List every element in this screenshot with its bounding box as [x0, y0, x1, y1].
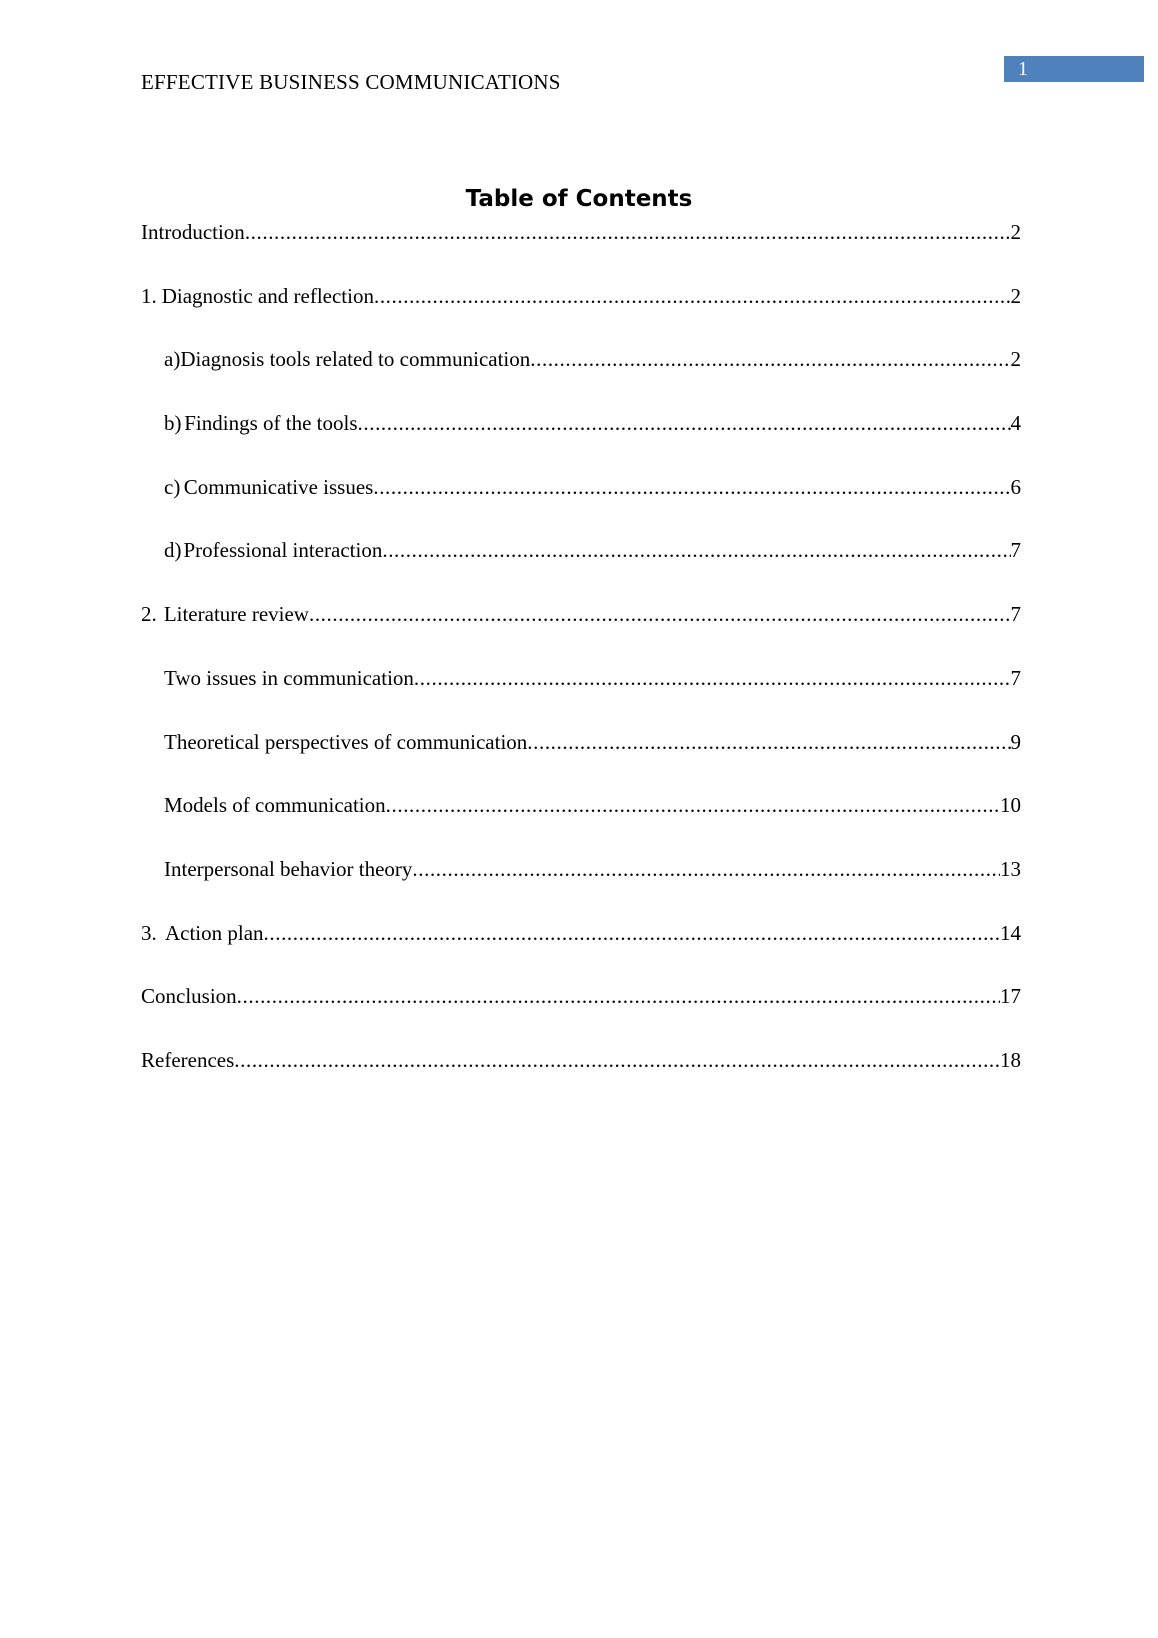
toc-entry[interactable] [141, 857, 1021, 921]
toc-entry[interactable] [141, 347, 1021, 411]
toc-entry-title[interactable]: Theoretical perspectives of communication [164, 729, 528, 754]
toc-entry-page[interactable]: 7 [1010, 602, 1021, 627]
toc-title: Table of Contents [465, 186, 693, 212]
running-header: EFFECTIVE BUSINESS COMMUNICATIONS [141, 70, 561, 94]
toc-entry[interactable] [141, 1048, 1021, 1112]
toc-dot-leader [373, 475, 1010, 500]
toc-entry-page[interactable]: 7 [1010, 538, 1021, 563]
toc-entry[interactable] [141, 411, 1021, 475]
toc-dot-leader [358, 411, 1011, 436]
toc-dot-leader [264, 921, 1000, 946]
toc-dot-leader [412, 857, 1000, 882]
page-number-badge: 1 [1004, 56, 1144, 82]
toc-entry-title[interactable]: Communicative issues [183, 474, 374, 499]
toc-entry-number: d) [164, 538, 182, 563]
toc-entry-title[interactable]: Two issues in communication [164, 665, 414, 690]
toc-entry-number: b) [164, 411, 182, 436]
toc-dot-leader [414, 666, 1011, 691]
toc-entry[interactable] [141, 538, 1021, 602]
toc-entry-title[interactable]: Literature review [163, 602, 309, 627]
toc-entry-page[interactable]: 2 [1010, 347, 1021, 372]
toc-entry-title[interactable]: References [141, 1047, 235, 1072]
toc-entry-page[interactable]: 2 [1010, 283, 1021, 308]
toc-entry[interactable] [141, 475, 1021, 539]
toc-entry-page[interactable]: 17 [1000, 984, 1021, 1009]
toc-dot-leader [386, 793, 1000, 818]
toc-dot-leader [527, 730, 1010, 755]
toc-entry-page[interactable]: 4 [1010, 411, 1021, 436]
toc-entry-page[interactable]: 14 [1000, 920, 1021, 945]
toc-entry-number: a) [164, 347, 181, 372]
toc-entry[interactable] [141, 220, 1021, 284]
toc-entry-title[interactable]: Conclusion [141, 984, 237, 1009]
toc-dot-leader [374, 284, 1011, 309]
toc-entry-page[interactable]: 6 [1010, 474, 1021, 499]
toc-entry[interactable] [141, 730, 1021, 794]
toc-dot-leader [245, 220, 1011, 245]
toc-entry-page[interactable]: 13 [1000, 856, 1021, 881]
toc-dot-leader [382, 538, 1010, 563]
toc-entry-title[interactable]: Action plan [164, 920, 264, 945]
toc-entry-title[interactable]: Introduction [141, 220, 245, 244]
toc-entry[interactable] [141, 984, 1021, 1048]
toc-entry-page[interactable]: 2 [1010, 220, 1021, 244]
toc-entry[interactable] [141, 793, 1021, 857]
toc-entry[interactable] [141, 666, 1021, 730]
toc-entry-page[interactable]: 9 [1010, 729, 1021, 754]
toc-entry-title[interactable]: Professional interaction [183, 538, 383, 563]
toc-dot-leader [309, 602, 1011, 627]
toc-entry-page[interactable]: 7 [1010, 665, 1021, 690]
toc-entry-number: c) [164, 474, 181, 499]
toc-dot-leader [234, 1048, 1000, 1073]
toc-entry[interactable] [141, 921, 1021, 985]
toc-entry[interactable] [141, 284, 1021, 348]
toc-dot-leader [237, 984, 1000, 1009]
toc-list [141, 220, 1021, 1112]
toc-entry-page[interactable]: 10 [1000, 793, 1021, 818]
toc-dot-leader [530, 347, 1010, 372]
toc-entry-title[interactable]: Findings of the tools [184, 411, 358, 436]
toc-entry-number: 1. [141, 283, 157, 308]
toc-entry-title[interactable]: Diagnostic and reflection [161, 283, 374, 308]
toc-entry-title[interactable]: Models of communication [164, 793, 386, 818]
toc-entry[interactable] [141, 602, 1021, 666]
toc-entry-number: 3. [141, 920, 157, 945]
toc-entry-number: 2. [141, 602, 157, 627]
toc-entry-page[interactable]: 18 [1000, 1047, 1021, 1072]
toc-entry-title[interactable]: Diagnosis tools related to communication [180, 347, 531, 372]
toc-entry-title[interactable]: Interpersonal behavior theory [164, 856, 413, 881]
